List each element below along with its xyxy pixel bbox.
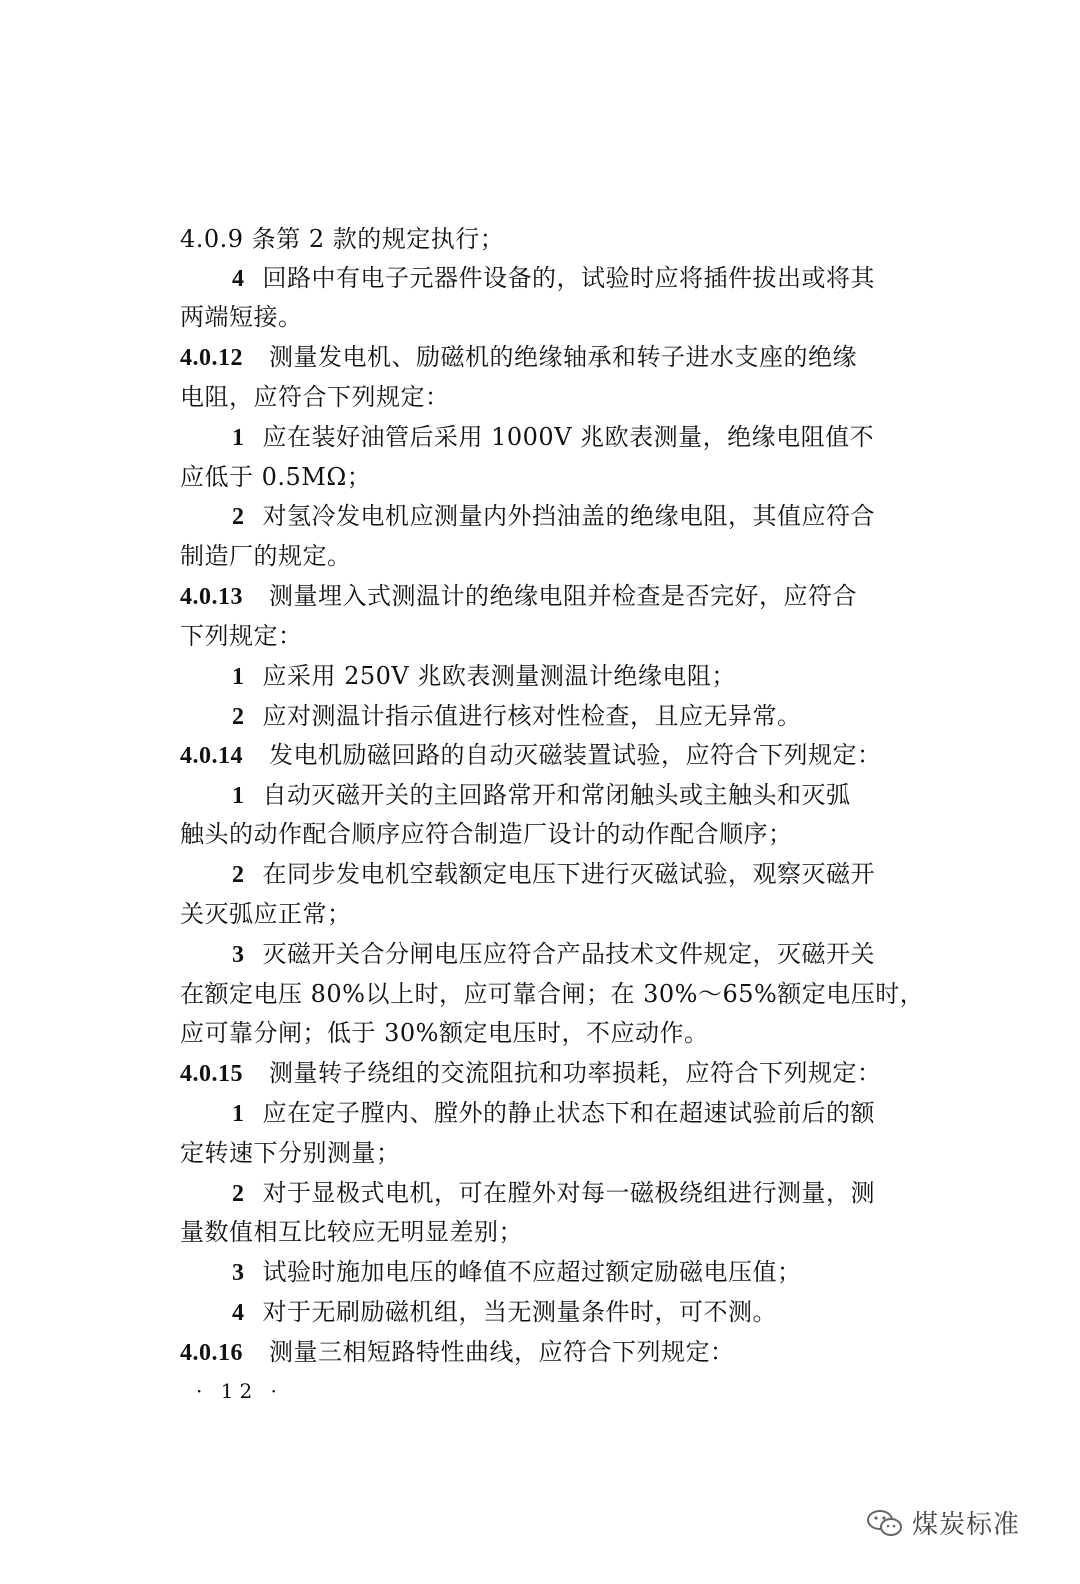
- clause-heading: 4.0.12 测量发电机、励磁机的绝缘轴承和转子进水支座的绝缘: [180, 343, 857, 371]
- text-line: 关灭弧应正常；: [180, 900, 352, 928]
- text-line: 量数值相互比较应无明显差别；: [180, 1218, 523, 1246]
- list-item: 1 应在装好油管后采用 1000V 兆欧表测量，绝缘电阻值不: [232, 423, 875, 451]
- clause-heading: 4.0.16 测量三相短路特性曲线，应符合下列规定：: [180, 1338, 735, 1366]
- text-line: 电阻，应符合下列规定：: [180, 383, 450, 411]
- text-line: 两端短接。: [180, 303, 303, 331]
- list-item: 1 应在定子膛内、膛外的静止状态下和在超速试验前后的额: [232, 1099, 875, 1127]
- list-item: 2 对于显极式电机，可在膛外对每一磁极绕组进行测量，测: [232, 1179, 875, 1207]
- text-line: 在额定电压 80%以上时，应可靠合闸；在 30%～65%额定电压时，: [180, 980, 925, 1008]
- watermark-text: 煤炭标准: [912, 1510, 1021, 1540]
- text-line: 4.0.9 条第 2 款的规定执行；: [180, 225, 505, 253]
- list-item: 2 对氢冷发电机应测量内外挡油盖的绝缘电阻，其值应符合: [232, 502, 875, 530]
- text-line: 制造厂的规定。: [180, 542, 352, 570]
- list-item: 2 应对测温计指示值进行核对性检查，且应无异常。: [232, 702, 802, 730]
- wechat-icon: [866, 1508, 904, 1538]
- watermark: [866, 1504, 1020, 1541]
- text-line: 触头的动作配合顺序应符合制造厂设计的动作配合顺序；: [180, 820, 793, 848]
- list-item: 4 对于无刷励磁机组，当无测量条件时，可不测。: [232, 1298, 777, 1326]
- clause-heading: 4.0.13 测量埋入式测温计的绝缘电阻并检查是否完好，应符合: [180, 582, 857, 610]
- list-item: 1 应采用 250V 兆欧表测量测温计绝缘电阻；: [232, 662, 736, 690]
- text-line: 应可靠分闸；低于 30%额定电压时，不应动作。: [180, 1019, 709, 1047]
- page-number: · 12 ·: [196, 1379, 283, 1403]
- text-line: 定转速下分别测量；: [180, 1139, 401, 1167]
- list-item: 4 回路中有电子元器件设备的，试验时应将插件拔出或将其: [232, 264, 875, 292]
- clause-heading: 4.0.14 发电机励磁回路的自动灭磁装置试验，应符合下列规定：: [180, 741, 882, 769]
- list-item: 3 灭磁开关合分闸电压应符合产品技术文件规定，灭磁开关: [232, 940, 875, 968]
- list-item: 2 在同步发电机空载额定电压下进行灭磁试验，观察灭磁开: [232, 860, 875, 888]
- list-item: 3 试验时施加电压的峰值不应超过额定励磁电压值；: [232, 1258, 802, 1286]
- text-line: 下列规定：: [180, 622, 303, 650]
- clause-heading: 4.0.15 测量转子绕组的交流阻抗和功率损耗，应符合下列规定：: [180, 1059, 882, 1087]
- list-item: 1 自动灭磁开关的主回路常开和常闭触头或主触头和灭弧: [232, 781, 851, 809]
- text-line: 应低于 0.5MΩ；: [180, 463, 372, 491]
